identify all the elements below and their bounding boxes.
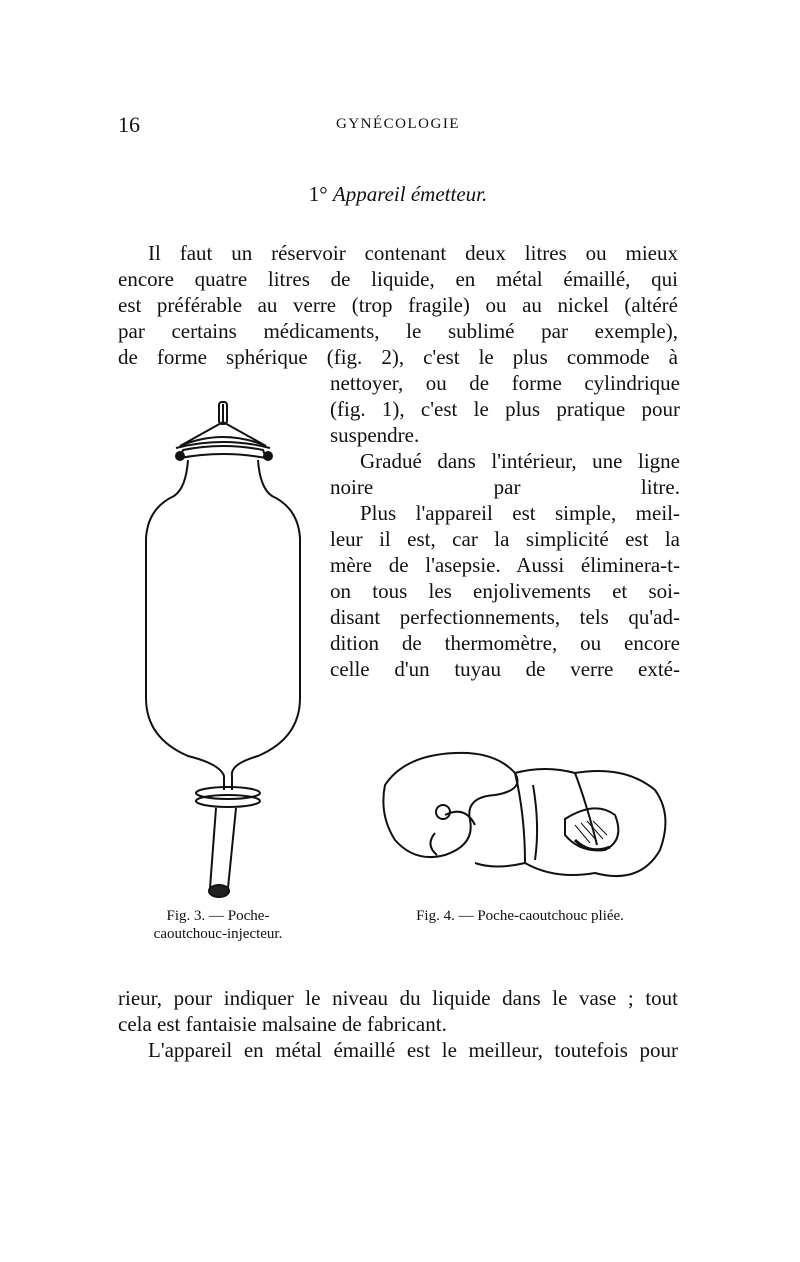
page-header bbox=[118, 112, 678, 142]
text-line: nettoyer, ou de forme cylindrique bbox=[330, 371, 680, 395]
text-line: (fig. 1), c'est le plus pratique pour bbox=[330, 397, 680, 421]
page-number: 16 bbox=[118, 112, 140, 137]
fig3-caption-line: caoutchouc-injecteur. bbox=[153, 926, 283, 942]
fig4-caption: Fig. 4. — Poche-caoutchouc pliée. bbox=[416, 908, 624, 924]
fig3-caption bbox=[118, 907, 318, 943]
text-line: dition de thermomètre, ou encore bbox=[330, 631, 680, 655]
text-line: on tous les enjolivements et soi- bbox=[330, 579, 680, 603]
text-line: cela est fantaisie malsaine de fabricant. bbox=[118, 1012, 447, 1036]
text-line: leur il est, car la simplicité est la bbox=[330, 527, 680, 551]
fig4-illustration bbox=[375, 745, 675, 890]
text-line: Plus l'appareil est simple, meil- bbox=[360, 501, 680, 525]
text-line: noire par litre. bbox=[330, 475, 680, 499]
section-number: 1° bbox=[308, 182, 328, 206]
text-line: suspendre. bbox=[330, 423, 420, 447]
fig3-illustration bbox=[128, 398, 328, 908]
paragraph-2 bbox=[118, 985, 678, 1063]
text-line: celle d'un tuyau de verre exté- bbox=[330, 657, 680, 681]
text-line: Gradué dans l'intérieur, une ligne bbox=[360, 449, 680, 473]
text-line: mère de l'asepsie. Aussi éliminera-t- bbox=[330, 553, 680, 577]
section-title: Appareil émetteur. bbox=[332, 182, 488, 206]
text-line: est préférable au verre (trop fragile) ou au nickel (altéré bbox=[118, 293, 678, 317]
text-line: Il faut un réservoir contenant deux litres ou mieux bbox=[148, 241, 678, 265]
text-line: encore quatre litres de liquide, en métal émaillé, qui bbox=[118, 267, 678, 291]
text-line: rieur, pour indiquer le niveau du liquide dans le vase ; tout bbox=[118, 986, 678, 1010]
fig3-caption-line: Fig. 3. — Poche- bbox=[166, 908, 270, 924]
paragraph-1 bbox=[118, 240, 678, 370]
side-column-text bbox=[330, 370, 680, 682]
text-line: de forme sphérique (fig. 2), c'est le plus commode à bbox=[118, 345, 678, 369]
text-line: L'appareil en métal émaillé est le meilleur, toutefois pour bbox=[148, 1038, 678, 1062]
section-heading bbox=[118, 182, 678, 207]
text-line: par certains médicaments, le sublimé par exemple), bbox=[118, 319, 678, 343]
text-line: disant perfectionnements, tels qu'ad- bbox=[330, 605, 680, 629]
running-title: GYNÉCOLOGIE bbox=[336, 116, 460, 132]
